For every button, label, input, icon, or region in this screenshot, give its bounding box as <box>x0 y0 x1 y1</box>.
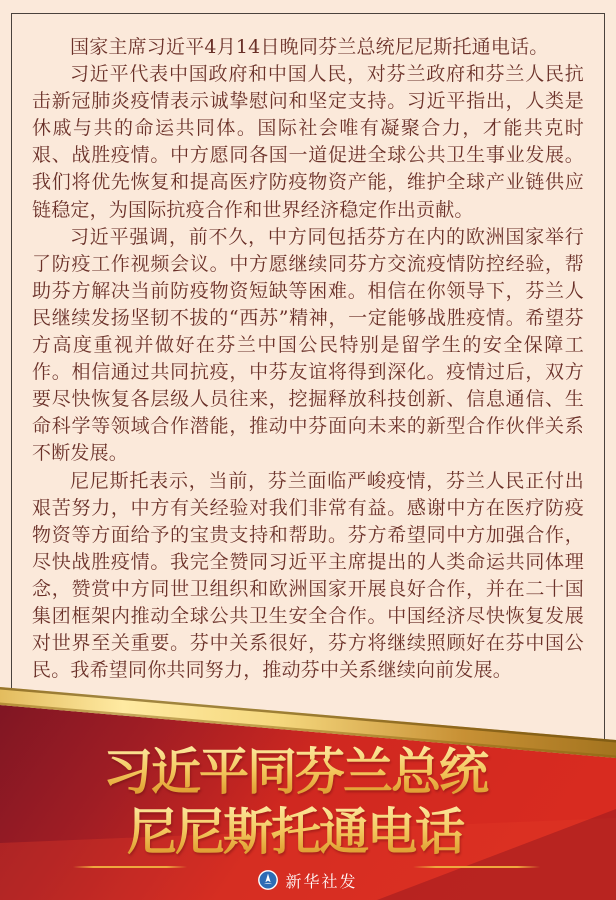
footer-credit-row <box>0 868 616 892</box>
article-paragraph: 习近平强调，前不久，中方同包括芬方在内的欧洲国家举行了防疫工作视频会议。中方愿继续同芬方交流疫情防控经验，帮助芬方解决当前防疫物资短缺等困难。相信在你领导下，芬兰人民继续发扬坚韧不拔的“西苏”精神，一定能够战胜疫情。希望芬方高度重视并做好在芬兰中国公民特别是留学生的安全保障工作。相信通过共同抗疫，中芬友谊将得到深化。疫情过后，双方要尽快恢复各层级人员往来，挖掘释放科技创新、信息通信、生命科学等领域合作潜能，推动中芬面向未来的新型合作伙伴关系不断发展。 <box>32 225 584 465</box>
banner-title-line-2: 尼尼斯托通电话 <box>0 802 603 862</box>
article-paragraph: 国家主席习近平4月14日晚同芬兰总统尼尼斯托通电话。 <box>70 36 549 58</box>
article-paragraph: 习近平代表中国政府和中国人民，对芬兰政府和芬兰人民抗击新冠肺炎疫情表示诚挚慰问和坚定支持。习近平指出，人类是休戚与共的命运共同体。国际社会唯有凝聚合力，才能共克时艰、战胜疫情。中方愿同各国一道促进全球公共卫生事业发展。我们将优先恢复和提高医疗防疫物资产能，维护全球产业链供应链稳定，为国际抗疫合作和世界经济稳定作出贡献。 <box>32 63 584 221</box>
banner-title-line-1: 习近平同芬兰总统 <box>0 742 603 802</box>
xinhua-logo-icon <box>258 870 278 890</box>
banner-title <box>0 742 603 862</box>
article-text <box>32 34 584 684</box>
title-banner <box>0 640 616 900</box>
article-paragraph: 尼尼斯托表示，当前，芬兰面临严峻疫情，芬兰人民正付出艰苦努力，中方有关经验对我们非常有益。感谢中方在医疗防疫物资等方面给予的宝贵支持和帮助。芬方希望同中方加强合作，尽快战胜疫情。我完全赞同习近平主席提出的人类命运共同体理念，赞赏中方同世卫组织和欧洲国家开展良好合作，并在二十国集团框架内推动全球公共卫生安全合作。中国经济尽快恢复发展对世界至关重要。芬中关系很好，芬方将继续照顾好在芬中国公民。我希望同你共同努力，推动芬中关系继续向前发展。 <box>32 469 584 682</box>
footer-credit-label: 新华社发 <box>285 871 358 891</box>
